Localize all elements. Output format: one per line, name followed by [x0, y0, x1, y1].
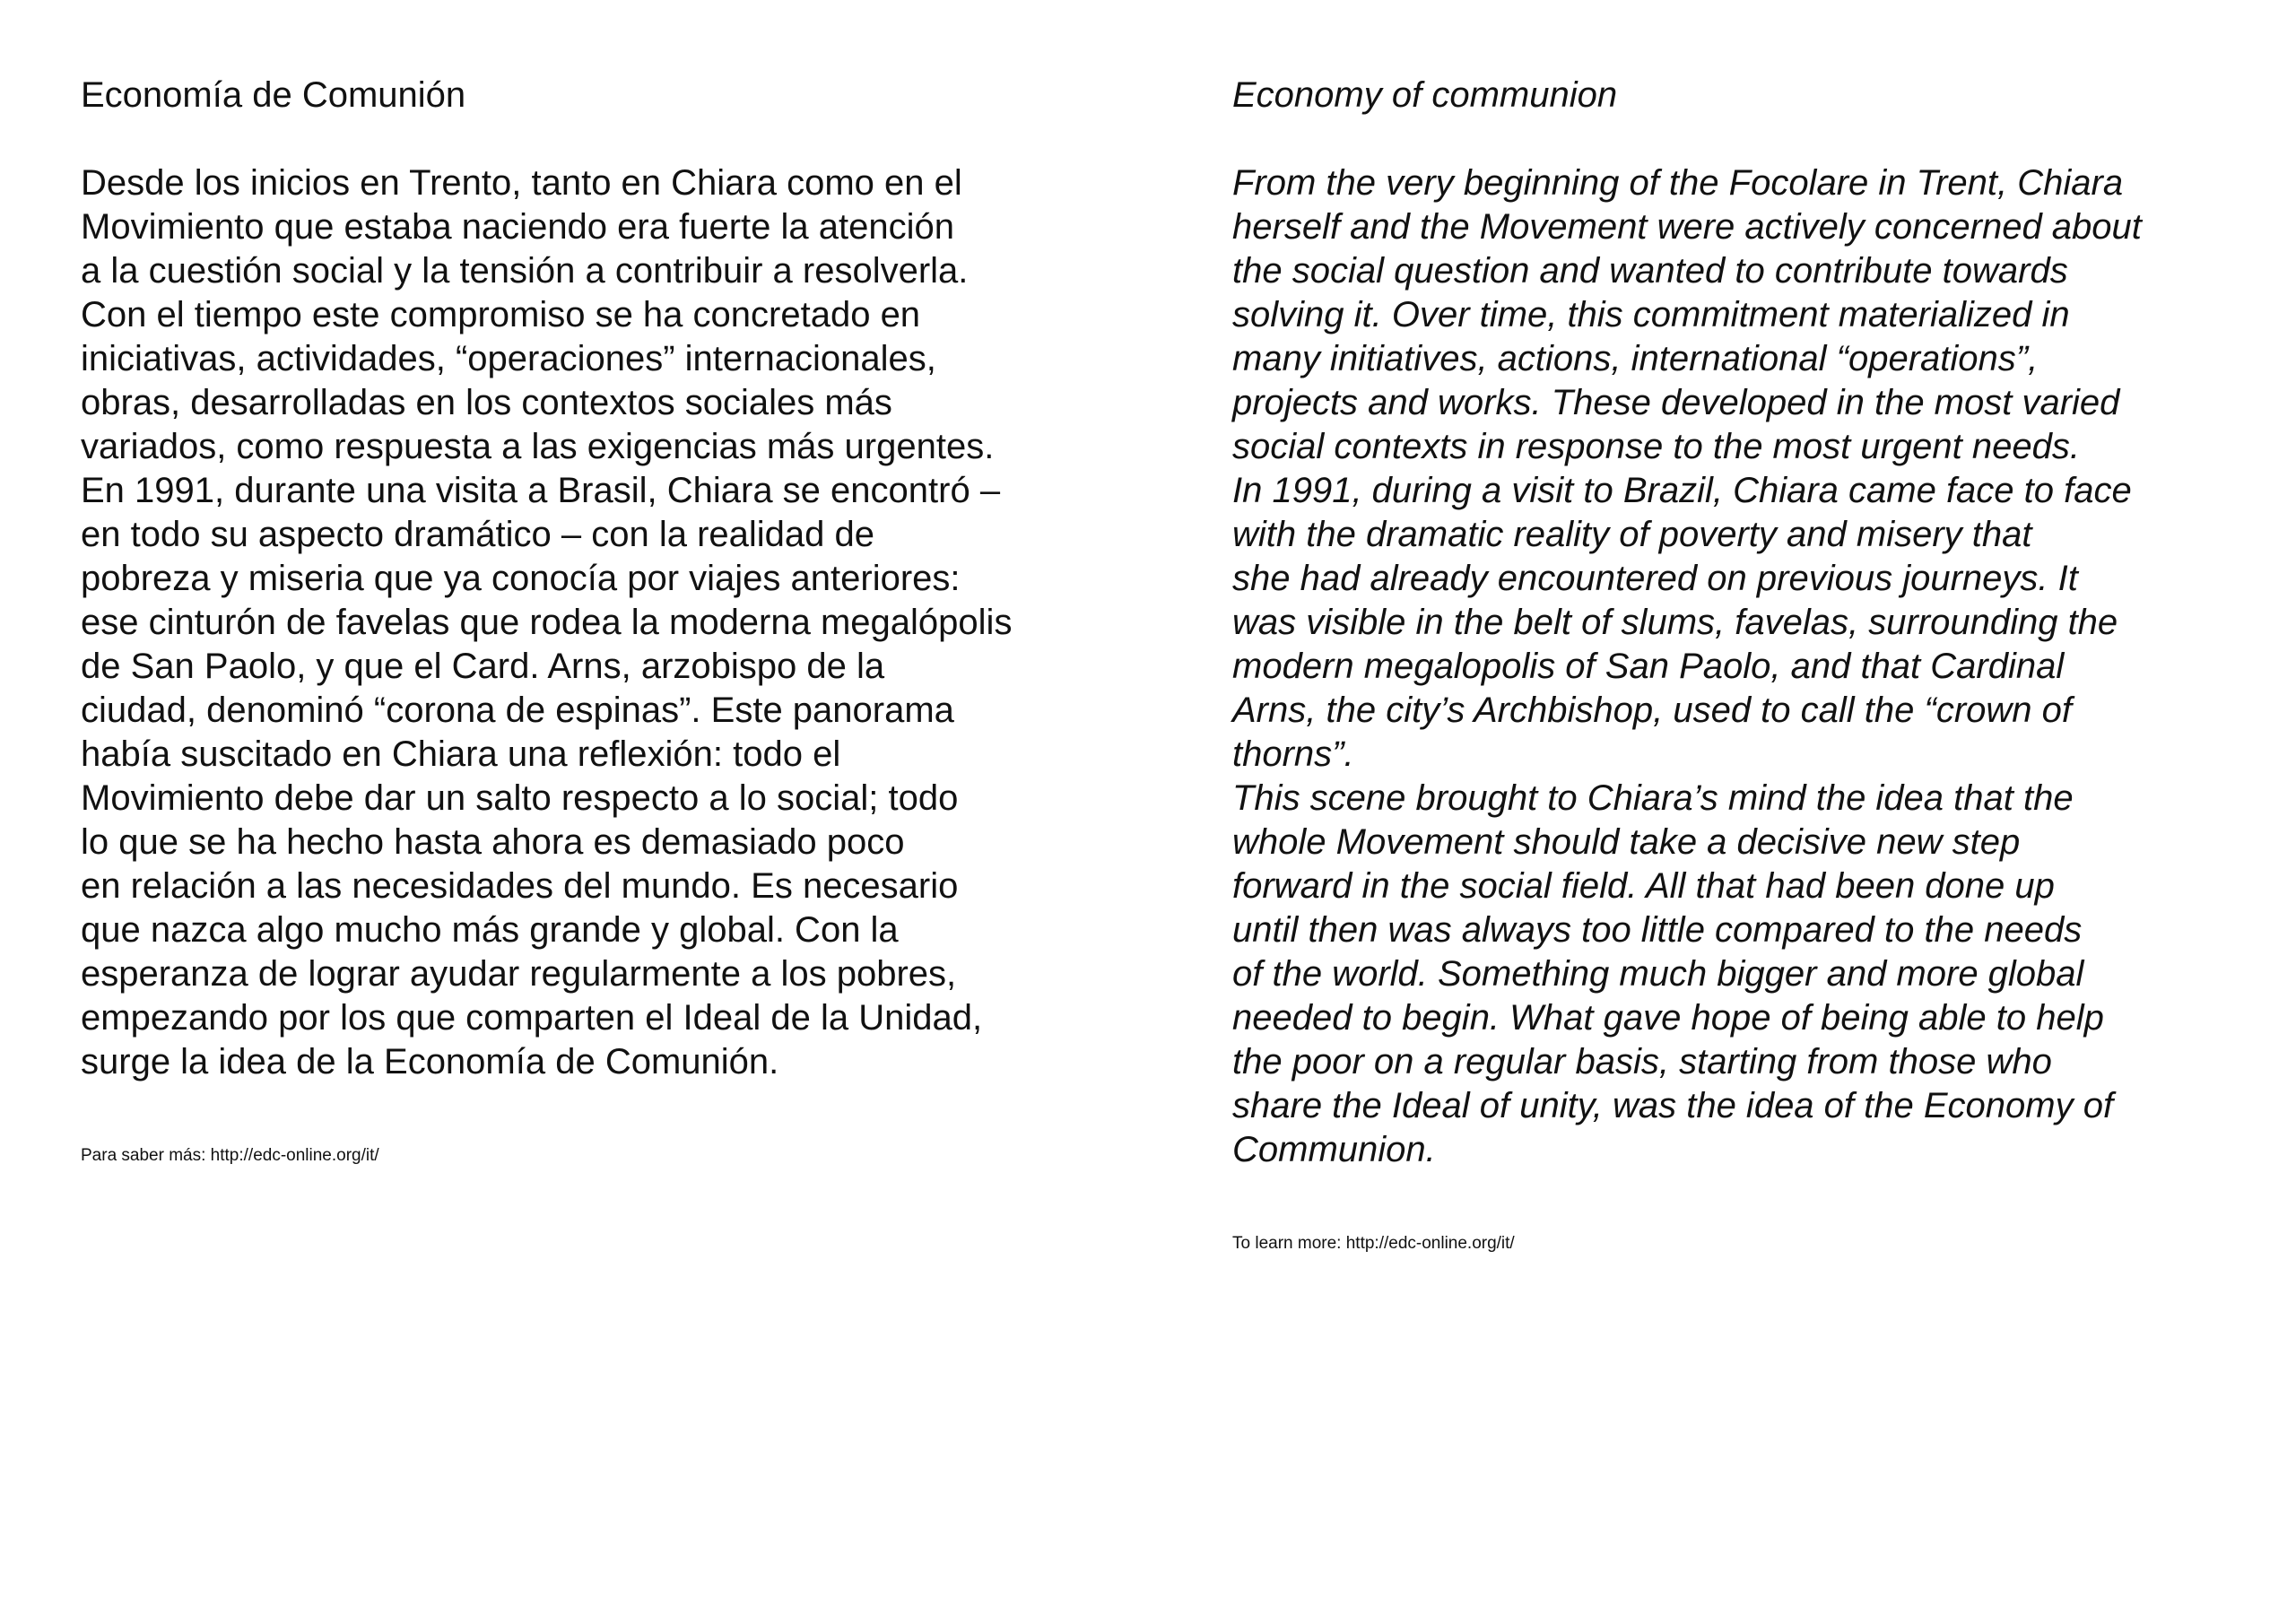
spanish-text-line: surge la idea de la Economía de Comunión.	[81, 1042, 779, 1081]
english-text-line: share the Ideal of unity, was the idea of the Economy of	[1232, 1086, 2114, 1125]
spanish-text-line: pobreza y miseria que ya conocía por viajes anteriores:	[81, 559, 961, 598]
english-text-line: whole Movement should take a decisive new step	[1232, 822, 2021, 862]
english-text-line: solving it. Over time, this commitment materialized in	[1232, 295, 2070, 334]
english-text-line: many initiatives, actions, international “operations”,	[1232, 339, 2039, 378]
english-text-line: social contexts in response to the most urgent needs.	[1232, 427, 2080, 466]
spanish-text-line: a la cuestión social y la tensión a contribuir a resolverla.	[81, 251, 969, 291]
spanish-text-line: ciudad, denominó “corona de espinas”. Este panorama	[81, 691, 954, 730]
spanish-text-line: ese cinturón de favelas que rodea la moderna megalópolis	[81, 603, 1013, 642]
spanish-text-line: empezando por los que comparten el Ideal de la Unidad,	[81, 998, 983, 1038]
spanish-more-info-link: Para saber más: http://edc-online.org/it/	[81, 1146, 379, 1165]
spanish-text-line: que nazca algo mucho más grande y global. Con la	[81, 910, 899, 950]
spanish-text-line: obras, desarrolladas en los contextos sociales más	[81, 383, 892, 422]
english-text-line: Communion.	[1232, 1130, 1436, 1169]
english-text-line: Arns, the city’s Archbishop, used to call the “crown of	[1232, 691, 2072, 730]
english-text-line: This scene brought to Chiara’s mind the idea that the	[1232, 778, 2074, 818]
english-text-line: projects and works. These developed in the most varied	[1232, 383, 2120, 422]
spanish-text-line: de San Paolo, y que el Card. Arns, arzobispo de la	[81, 647, 885, 686]
english-text-line: with the dramatic reality of poverty and misery that	[1232, 515, 2032, 554]
english-text-line: she had already encountered on previous journeys. It	[1232, 559, 2078, 598]
english-column	[1232, 74, 2255, 1255]
spanish-text-line: lo que se ha hecho hasta ahora es demasiado poco	[81, 822, 905, 862]
spanish-text-line: Con el tiempo este compromiso se ha concretado en	[81, 295, 921, 334]
spanish-text-line: esperanza de lograr ayudar regularmente a los pobres,	[81, 954, 957, 994]
english-text-line: the social question and wanted to contribute towards	[1232, 251, 2068, 291]
spanish-text-line: variados, como respuesta a las exigencias más urgentes.	[81, 427, 995, 466]
spanish-text-line: Desde los inicios en Trento, tanto en Chiara como en el	[81, 163, 962, 203]
spanish-text-line: había suscitado en Chiara una reflexión: todo el	[81, 734, 841, 774]
english-text-line: herself and the Movement were actively concerned about	[1232, 207, 2142, 247]
spanish-text-line: en todo su aspecto dramático – con la realidad de	[81, 515, 875, 554]
spanish-title: Economía de Comunión	[81, 75, 466, 115]
english-text-line: From the very beginning of the Focolare in Trent, Chiara	[1232, 163, 2124, 203]
english-text-line: until then was always too little compared to the needs	[1232, 910, 2083, 950]
english-text-line: modern megalopolis of San Paolo, and that Cardinal	[1232, 647, 2065, 686]
spanish-text-line: Movimiento debe dar un salto respecto a lo social; todo	[81, 778, 959, 818]
spanish-text-line: En 1991, durante una visita a Brasil, Chiara se encontró –	[81, 471, 1001, 510]
english-text-line: needed to begin. What gave hope of being able to help	[1232, 998, 2104, 1038]
english-text-line: was visible in the belt of slums, favelas, surrounding the	[1232, 603, 2118, 642]
english-text-line: of the world. Something much bigger and more global	[1232, 954, 2084, 994]
english-text-line: thorns”.	[1232, 734, 1354, 774]
spanish-body-text	[81, 161, 1175, 1084]
spanish-text-line: iniciativas, actividades, “operaciones” internacionales,	[81, 339, 936, 378]
english-text-line: the poor on a regular basis, starting from those who	[1232, 1042, 2052, 1081]
spanish-text-line: Movimiento que estaba naciendo era fuerte la atención	[81, 207, 954, 247]
spanish-text-line: en relación a las necesidades del mundo. Es necesario	[81, 866, 959, 906]
spanish-column	[81, 74, 1175, 1167]
english-title: Economy of communion	[1232, 75, 1618, 115]
english-text-line: forward in the social field. All that had been done up	[1232, 866, 2055, 906]
english-more-info-link: To learn more: http://edc-online.org/it/	[1232, 1234, 1515, 1253]
english-text-line: In 1991, during a visit to Brazil, Chiara came face to face	[1232, 471, 2132, 510]
english-body-text	[1232, 161, 2255, 1172]
